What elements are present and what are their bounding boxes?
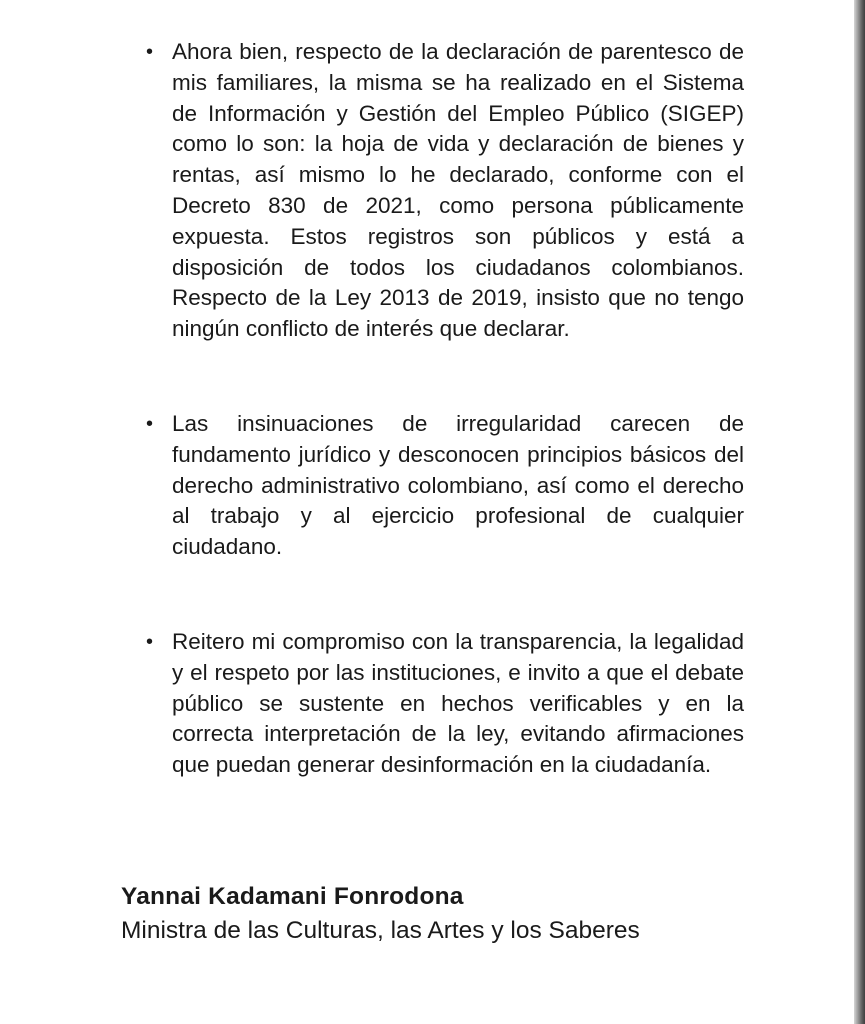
bullet-text: Las insinuaciones de irregularidad carecen de fundamento jurídico y desconocen principios básicos del derecho administrativo colombiano, así como el derecho al trabajo y al ejercicio profesional de cualquier ciudadano. (172, 410, 744, 560)
bullet-marker: • (146, 630, 154, 653)
bullet-item-irregularity (144, 409, 744, 563)
signatory-title: Ministra de las Culturas, las Artes y los Saberes (121, 917, 640, 944)
signatory-name: Yannai Kadamani Fonrodona (121, 883, 464, 910)
bullet-item-commitment (144, 627, 744, 781)
page-edge-shadow (854, 0, 865, 1024)
bullet-text: Ahora bien, respecto de la declaración de parentesco de mis familiares, la misma se ha realizado en el Sistema de Información y Gestión del Empleo Público (SIGEP) como lo son: la hoja de vida y declaración de bienes y rentas, así mismo lo he declarado, conforme con el Decreto 830 de 2021, como persona públicamente expuesta. Estos registros son públicos y está a disposición de todos los ciudadanos colombianos. Respecto de la Ley 2013 de 2019, insisto que no tengo ningún conflicto de interés que declarar. (172, 39, 744, 342)
bullet-item-declaration (144, 37, 744, 345)
statement-bullet-list (144, 37, 744, 781)
bullet-marker: • (146, 41, 154, 63)
bullet-text: Reitero mi compromiso con la transparencia, la legalidad y el respeto por las instituciones, e invito a que el debate público se sustente en hechos verificables y en la correcta interpretación de la ley, evitando afirmaciones que puedan generar desinformación en la ciudadanía. (172, 628, 744, 778)
signature-block (121, 880, 721, 948)
bullet-marker: • (146, 412, 154, 435)
